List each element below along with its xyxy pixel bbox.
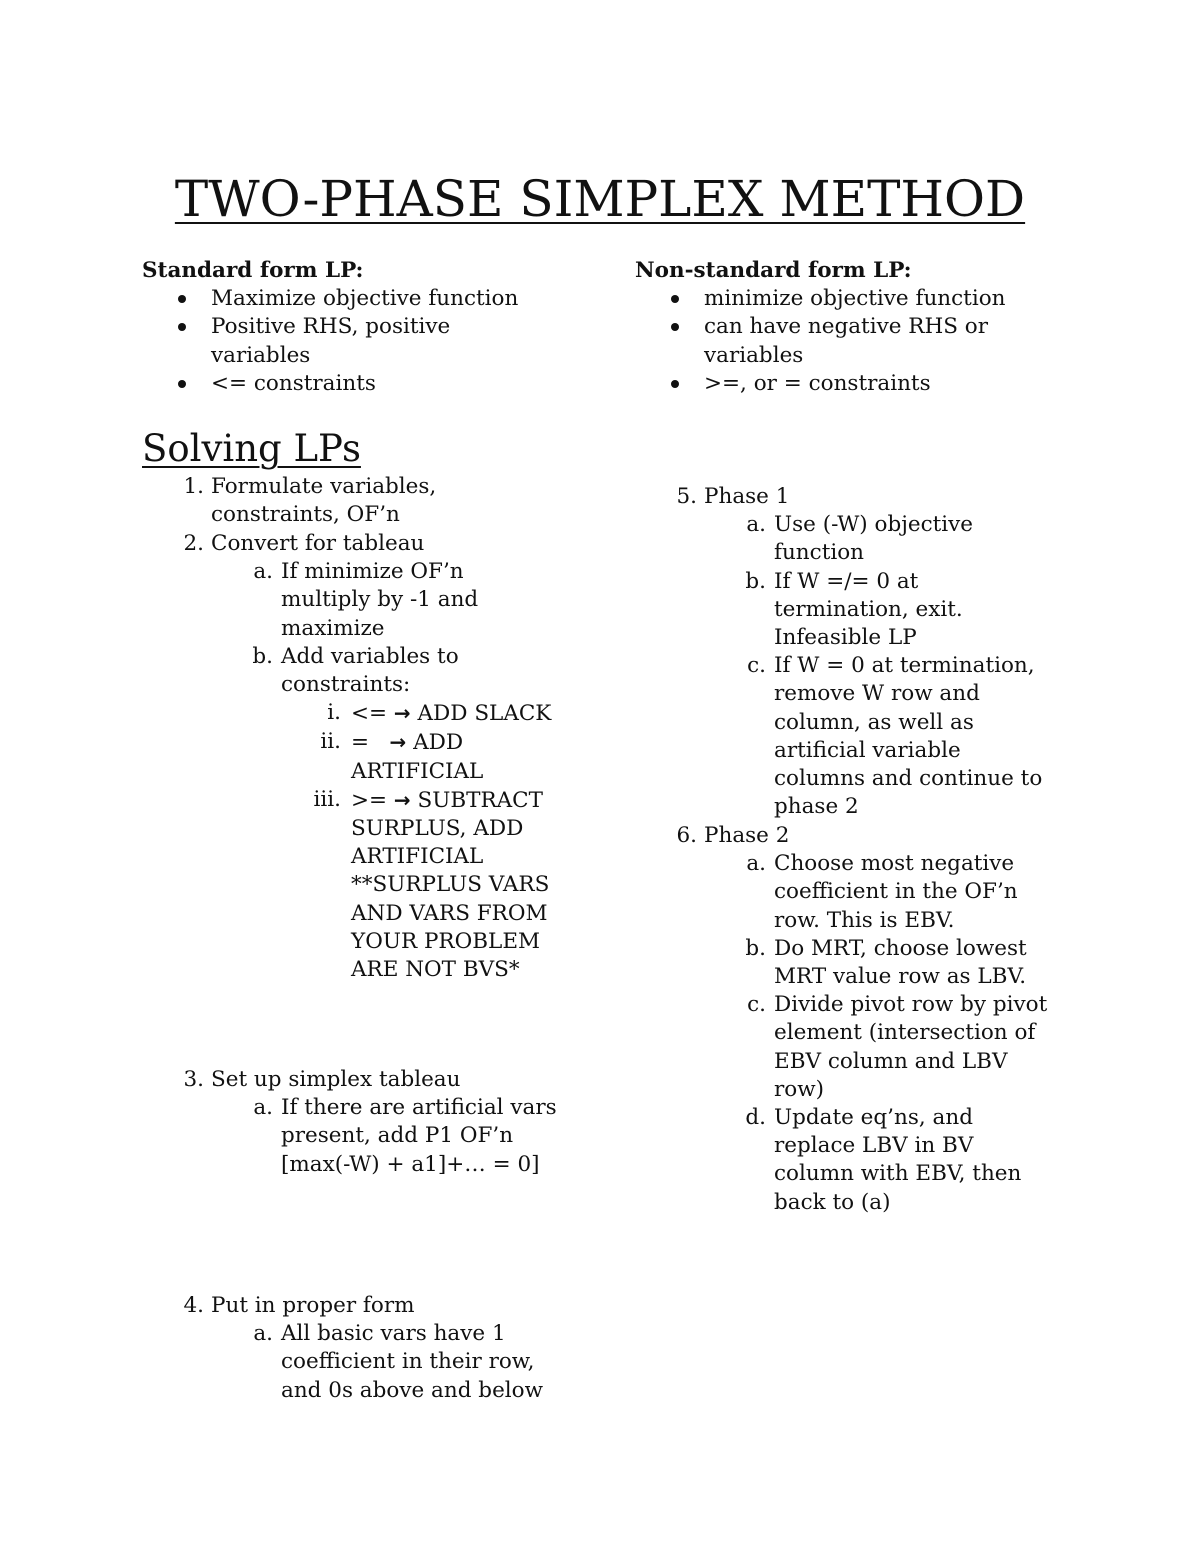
list-item	[142, 1292, 587, 1405]
list-text: Formulate variables, constraints, OF’n	[211, 474, 437, 528]
list-text: Phase 2	[704, 823, 790, 848]
bullet-item	[635, 370, 1075, 398]
sub-label: a.	[253, 1095, 273, 1121]
bullet-item	[635, 285, 1075, 313]
sub-text: If minimize OF’n multiply by -1 and maximize	[281, 559, 479, 641]
bullet-text: Maximize objective function	[211, 286, 519, 312]
standard-form-heading: Standard form LP:	[142, 258, 364, 283]
sub-text: If W =/= 0 at termination, exit. Infeasible LP	[774, 568, 963, 651]
sub-label: b.	[745, 568, 766, 594]
sub-item	[704, 652, 1049, 821]
step-6	[635, 822, 1075, 1217]
list-item	[635, 822, 1075, 1217]
sub-sub-label: ii.	[320, 729, 341, 755]
sub-sub-text: ADD SLACK	[417, 701, 552, 727]
list-item	[142, 1066, 587, 1179]
sub-text: If W = 0 at termination, remove W row and column, as well as artificial variable columns and continue to phase 2	[774, 653, 1043, 820]
sub-item	[211, 643, 552, 984]
nonstandard-form-heading: Non-standard form LP:	[635, 258, 912, 283]
sub-sub-label: iii.	[313, 786, 341, 812]
arrow-right-icon: →	[389, 730, 407, 755]
bullet-icon	[178, 323, 186, 331]
sub-label: a.	[253, 559, 273, 585]
bullet-text: <= constraints	[211, 370, 376, 396]
sub-item	[704, 511, 989, 567]
step-3	[142, 1066, 587, 1179]
step-5	[635, 483, 1075, 821]
list-item	[142, 473, 481, 529]
bullet-text: minimize objective function	[704, 286, 1006, 312]
list-number: 6.	[676, 823, 697, 848]
list-number: 3.	[183, 1067, 204, 1092]
list-text: Convert for tableau	[211, 531, 425, 556]
sub-sub-label: i.	[327, 700, 341, 726]
sub-text: Divide pivot row by pivot element (intersection of EBV column and LBV row)	[774, 992, 1048, 1102]
arrow-right-icon: →	[393, 701, 411, 726]
bullet-text: >=, or = constraints	[704, 370, 931, 396]
bullet-text: can have negative RHS or variables	[704, 314, 989, 368]
step-4	[142, 1292, 587, 1405]
bullet-item	[635, 313, 1004, 369]
arrow-right-icon: →	[393, 787, 411, 812]
page-title: TWO-PHASE SIMPLEX METHOD	[174, 170, 1026, 228]
sub-label: c.	[747, 653, 766, 679]
sub-text: Do MRT, choose lowest MRT value row as LBV.	[774, 935, 1027, 990]
sub-text: Add variables to constraints:	[281, 643, 459, 698]
sub-label: b.	[745, 935, 766, 961]
sub-item	[704, 1104, 1049, 1217]
sub-label: a.	[746, 851, 766, 877]
list-text: Phase 1	[704, 484, 790, 509]
sub-item	[704, 850, 1044, 935]
sub-label: a.	[253, 1321, 273, 1347]
sub-text: Update eq’ns, and replace LBV in BV column with EBV, then back to (a)	[774, 1105, 1022, 1215]
sub-item	[211, 558, 496, 643]
sub-text: All basic vars have 1 coefficient in their row, and 0s above and below	[281, 1321, 544, 1403]
standard-form-section	[142, 257, 587, 398]
sub-item	[704, 935, 1044, 991]
bullet-icon	[671, 380, 679, 388]
list-item	[635, 483, 1075, 821]
nonstandard-form-section	[635, 257, 1075, 398]
sub-sub-item	[281, 699, 566, 728]
sub-label: b.	[252, 643, 273, 669]
bullet-item	[142, 313, 481, 369]
operator-text: <=	[351, 701, 388, 727]
list-number: 4.	[183, 1293, 204, 1318]
step-1	[142, 473, 587, 529]
list-number: 2.	[183, 531, 204, 556]
sub-text: If there are artificial vars present, add P1 OF’n [max(-W) + a1]+… = 0]	[281, 1095, 557, 1177]
operator-text: =	[351, 730, 370, 756]
section-heading: Solving LPs	[142, 427, 361, 470]
sub-item	[211, 1320, 566, 1405]
sub-item	[211, 1094, 566, 1179]
sub-label: d.	[745, 1105, 766, 1131]
sub-item	[704, 568, 989, 653]
bullet-text: Positive RHS, positive variables	[211, 314, 451, 368]
list-number: 1.	[183, 474, 204, 499]
sub-text: Use (-W) objective function	[774, 512, 974, 566]
bullet-item	[142, 370, 587, 398]
sub-sub-item	[281, 786, 566, 984]
bullet-item	[142, 285, 587, 313]
operator-text: >=	[351, 787, 388, 813]
sub-label: a.	[746, 512, 766, 538]
sub-sub-item	[281, 728, 566, 785]
list-text: Put in proper form	[211, 1293, 415, 1318]
sub-item	[704, 991, 1059, 1104]
sub-label: c.	[747, 992, 766, 1018]
sub-text: Choose most negative coefficient in the OF’n row. This is EBV.	[774, 851, 1018, 933]
step-2	[142, 530, 587, 984]
bullet-icon	[671, 295, 679, 303]
list-item	[142, 530, 587, 984]
list-number: 5.	[676, 484, 697, 509]
sub-sub-text: ADD ARTIFICIAL	[351, 730, 484, 784]
sub-sub-text: SUBTRACT SURPLUS, ADD ARTIFICIAL **SURPLUS VARS AND VARS FROM YOUR PROBLEM ARE NOT BVS*	[351, 787, 550, 983]
bullet-icon	[671, 323, 679, 331]
bullet-icon	[178, 295, 186, 303]
list-text: Set up simplex tableau	[211, 1067, 461, 1092]
bullet-icon	[178, 380, 186, 388]
